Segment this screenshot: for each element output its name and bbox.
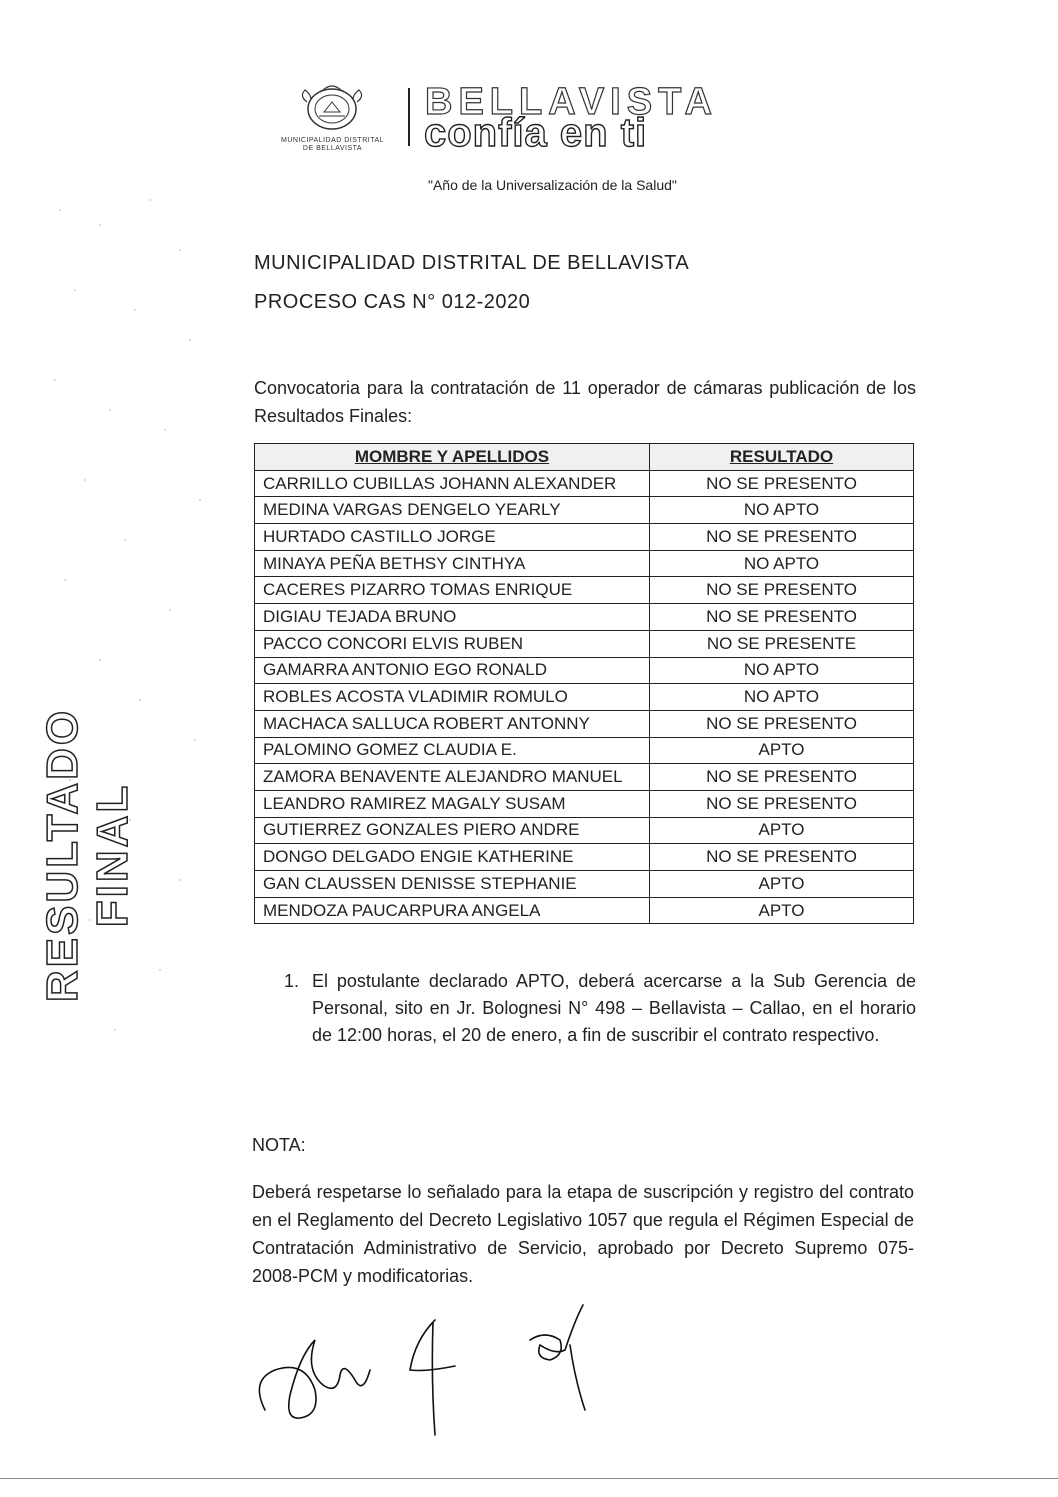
table-row [255, 844, 914, 871]
table-row [255, 817, 914, 844]
cell-result: NO SE PRESENTO [650, 604, 914, 631]
header-name-label: MOMBRE Y APELLIDOS [354, 446, 550, 466]
nota-heading: NOTA: [252, 1135, 306, 1155]
year-motto: "Año de la Universalización de la Salud" [428, 177, 677, 193]
brand-slogan: confía en ti [424, 111, 648, 155]
cell-name: MACHACA SALLUCA ROBERT ANTONNY [255, 710, 650, 737]
cell-result: NO APTO [650, 657, 914, 684]
cell-result: NO APTO [650, 684, 914, 711]
table-row [255, 764, 914, 791]
table-row [255, 524, 914, 551]
cell-result: NO APTO [650, 497, 914, 524]
header-name [255, 444, 650, 471]
cell-result: NO SE PRESENTO [650, 790, 914, 817]
stamp-text: RESULTADO FINAL [38, 707, 137, 1003]
cell-name: MEDINA VARGAS DENGELO YEARLY [255, 497, 650, 524]
cell-result: NO SE PRESENTO [650, 844, 914, 871]
table-row [255, 684, 914, 711]
header-divider [408, 88, 410, 146]
cell-result: NO APTO [650, 550, 914, 577]
cell-name: MENDOZA PAUCARPURA ANGELA [255, 897, 650, 924]
cell-name: CARRILLO CUBILLAS JOHANN ALEXANDER [255, 470, 650, 497]
table-row [255, 550, 914, 577]
header-result [650, 444, 914, 471]
instruction-number: 1. [284, 971, 300, 991]
header-result-label: RESULTADO [729, 446, 834, 466]
cell-name: HURTADO CASTILLO JORGE [255, 524, 650, 551]
cell-name: GAN CLAUSSEN DENISSE STEPHANIE [255, 871, 650, 898]
cell-name: PACCO CONCORI ELVIS RUBEN [255, 630, 650, 657]
institution-title: MUNICIPALIDAD DISTRITAL DE BELLAVISTA [254, 252, 690, 274]
brand-name: BELLAVISTA [425, 81, 718, 123]
signatures [245, 1300, 605, 1440]
table-row [255, 497, 914, 524]
municipal-seal [265, 82, 400, 157]
nota-body: Deberá respetarse lo señalado para la etapa de suscripción y registro del contrato en el Reglamento del Decreto Legislativo 1057 que regula el Régimen Especial de Contratación Administrativo de Servicio, aprobado por Decreto Supremo 075- 2008-PCM y modificatorias. [252, 1182, 914, 1286]
table-row [255, 790, 914, 817]
cell-result: NO SE PRESENTE [650, 630, 914, 657]
table-row [255, 897, 914, 924]
intro-paragraph: Convocatoria para la contratación de 11 operador de cámaras publicación de los Resultados Finales: [254, 378, 916, 426]
cell-name: ROBLES ACOSTA VLADIMIR ROMULO [255, 684, 650, 711]
seal-emblem-icon [297, 82, 367, 134]
cell-result: APTO [650, 871, 914, 898]
table-row [255, 577, 914, 604]
cell-result: NO SE PRESENTO [650, 710, 914, 737]
seal-caption-line1: MUNICIPALIDAD DISTRITAL [280, 137, 385, 144]
instruction-text: El postulante declarado APTO, deberá acercarse a la Sub Gerencia de Personal, sito en Jr. Bolognesi N° 498 – Bellavista – Callao, en el horario de 12:00 horas, el 20 de enero, a fin de suscribir el contrato respectivo. [312, 971, 916, 1045]
cell-result: APTO [650, 737, 914, 764]
signature-1 [259, 1340, 370, 1418]
cell-name: DIGIAU TEJADA BRUNO [255, 604, 650, 631]
seal-caption-line2: DE BELLAVISTA [302, 145, 363, 152]
cell-name: CACERES PIZARRO TOMAS ENRIQUE [255, 577, 650, 604]
cell-name: ZAMORA BENAVENTE ALEJANDRO MANUEL [255, 764, 650, 791]
results-table [254, 443, 914, 924]
cell-result: APTO [650, 817, 914, 844]
cell-result: NO SE PRESENTO [650, 764, 914, 791]
cell-name: PALOMINO GOMEZ CLAUDIA E. [255, 737, 650, 764]
table-row [255, 630, 914, 657]
cell-result: APTO [650, 897, 914, 924]
page-bottom-line [0, 1478, 1058, 1479]
signature-3 [530, 1305, 585, 1410]
table-row [255, 737, 914, 764]
cell-name: DONGO DELGADO ENGIE KATHERINE [255, 844, 650, 871]
signature-2 [410, 1320, 455, 1435]
table-row [255, 710, 914, 737]
result-stamp [38, 650, 137, 1003]
table-row [255, 470, 914, 497]
table-row [255, 871, 914, 898]
cell-result: NO SE PRESENTO [650, 470, 914, 497]
cell-result: NO SE PRESENTO [650, 577, 914, 604]
process-title: PROCESO CAS N° 012-2020 [254, 291, 531, 313]
cell-name: GUTIERREZ GONZALES PIERO ANDRE [255, 817, 650, 844]
table-row [255, 657, 914, 684]
table-header-row [255, 444, 914, 471]
cell-result: NO SE PRESENTO [650, 524, 914, 551]
cell-name: MINAYA PEÑA BETHSY CINTHYA [255, 550, 650, 577]
table-row [255, 604, 914, 631]
cell-name: LEANDRO RAMIREZ MAGALY SUSAM [255, 790, 650, 817]
cell-name: GAMARRA ANTONIO EGO RONALD [255, 657, 650, 684]
